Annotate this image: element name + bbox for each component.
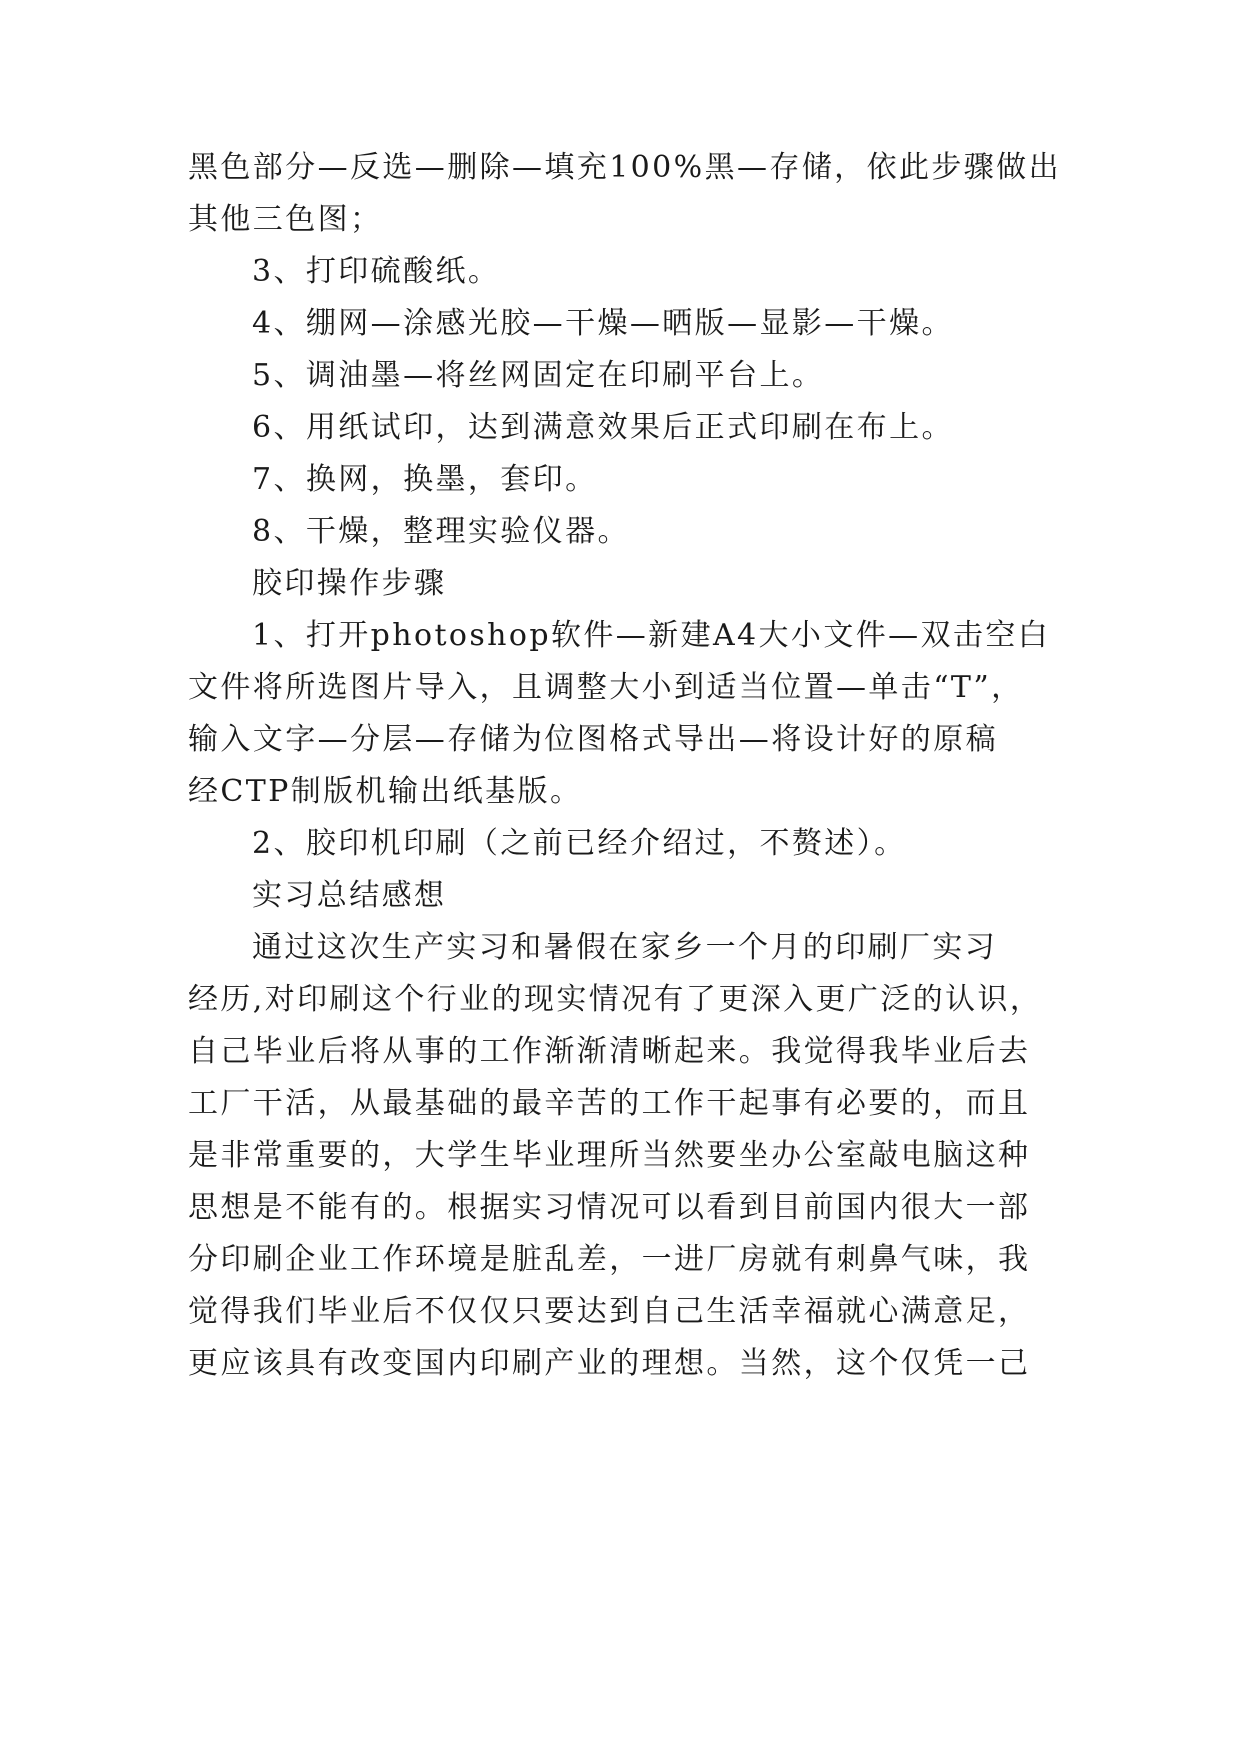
body-text-line: 自己毕业后将从事的工作渐渐清晰起来。我觉得我毕业后去 [188, 1034, 1031, 1069]
body-text-line: 输入文字—分层—存储为位图格式导出—将设计好的原稿 [188, 722, 998, 757]
body-text-line: 文件将所选图片导入，且调整大小到适当位置—单击“T”， [188, 670, 1024, 705]
body-text-line: 通过这次生产实习和暑假在家乡一个月的印刷厂实习 [252, 930, 998, 965]
list-item-step-7: 7、换网，换墨，套印。 [252, 462, 598, 497]
list-item-step-4: 4、绷网—涂感光胶—干燥—晒版—显影—干燥。 [252, 306, 954, 341]
body-text-line: 经历,对印刷这个行业的现实情况有了更深入更广泛的认识， [188, 982, 1043, 1017]
list-item-offset-step-1: 1、打开photoshop软件—新建A4大小文件—双击空白 [252, 618, 1051, 653]
list-item-step-5: 5、调油墨—将丝网固定在印刷平台上。 [252, 358, 825, 393]
body-text-line: 其他三色图； [188, 202, 383, 237]
body-text-line: 经CTP制版机输出纸基版。 [188, 774, 583, 809]
body-text-line: 更应该具有改变国内印刷产业的理想。当然，这个仅凭一己 [188, 1346, 1031, 1381]
section-heading-offset-printing: 胶印操作步骤 [252, 566, 447, 601]
section-heading-summary: 实习总结感想 [252, 878, 447, 913]
list-item-step-6: 6、用纸试印，达到满意效果后正式印刷在布上。 [252, 410, 954, 445]
body-text-line: 工厂干活，从最基础的最辛苦的工作干起事有必要的，而且 [188, 1086, 1031, 1121]
list-item-step-8: 8、干燥，整理实验仪器。 [252, 514, 630, 549]
list-item-offset-step-2: 2、胶印机印刷（之前已经介绍过，不赘述）。 [252, 826, 907, 861]
body-text-line: 分印刷企业工作环境是脏乱差，一进厂房就有刺鼻气味，我 [188, 1242, 1031, 1277]
list-item-step-3: 3、打印硫酸纸。 [252, 254, 501, 289]
body-text-line: 黑色部分—反选—删除—填充100%黑—存储，依此步骤做出 [188, 150, 1061, 185]
body-text-line: 觉得我们毕业后不仅仅只要达到自己生活幸福就心满意足， [188, 1294, 1031, 1329]
body-text-line: 思想是不能有的。根据实习情况可以看到目前国内很大一部 [188, 1190, 1031, 1225]
body-text-line: 是非常重要的，大学生毕业理所当然要坐办公室敲电脑这种 [188, 1138, 1031, 1173]
